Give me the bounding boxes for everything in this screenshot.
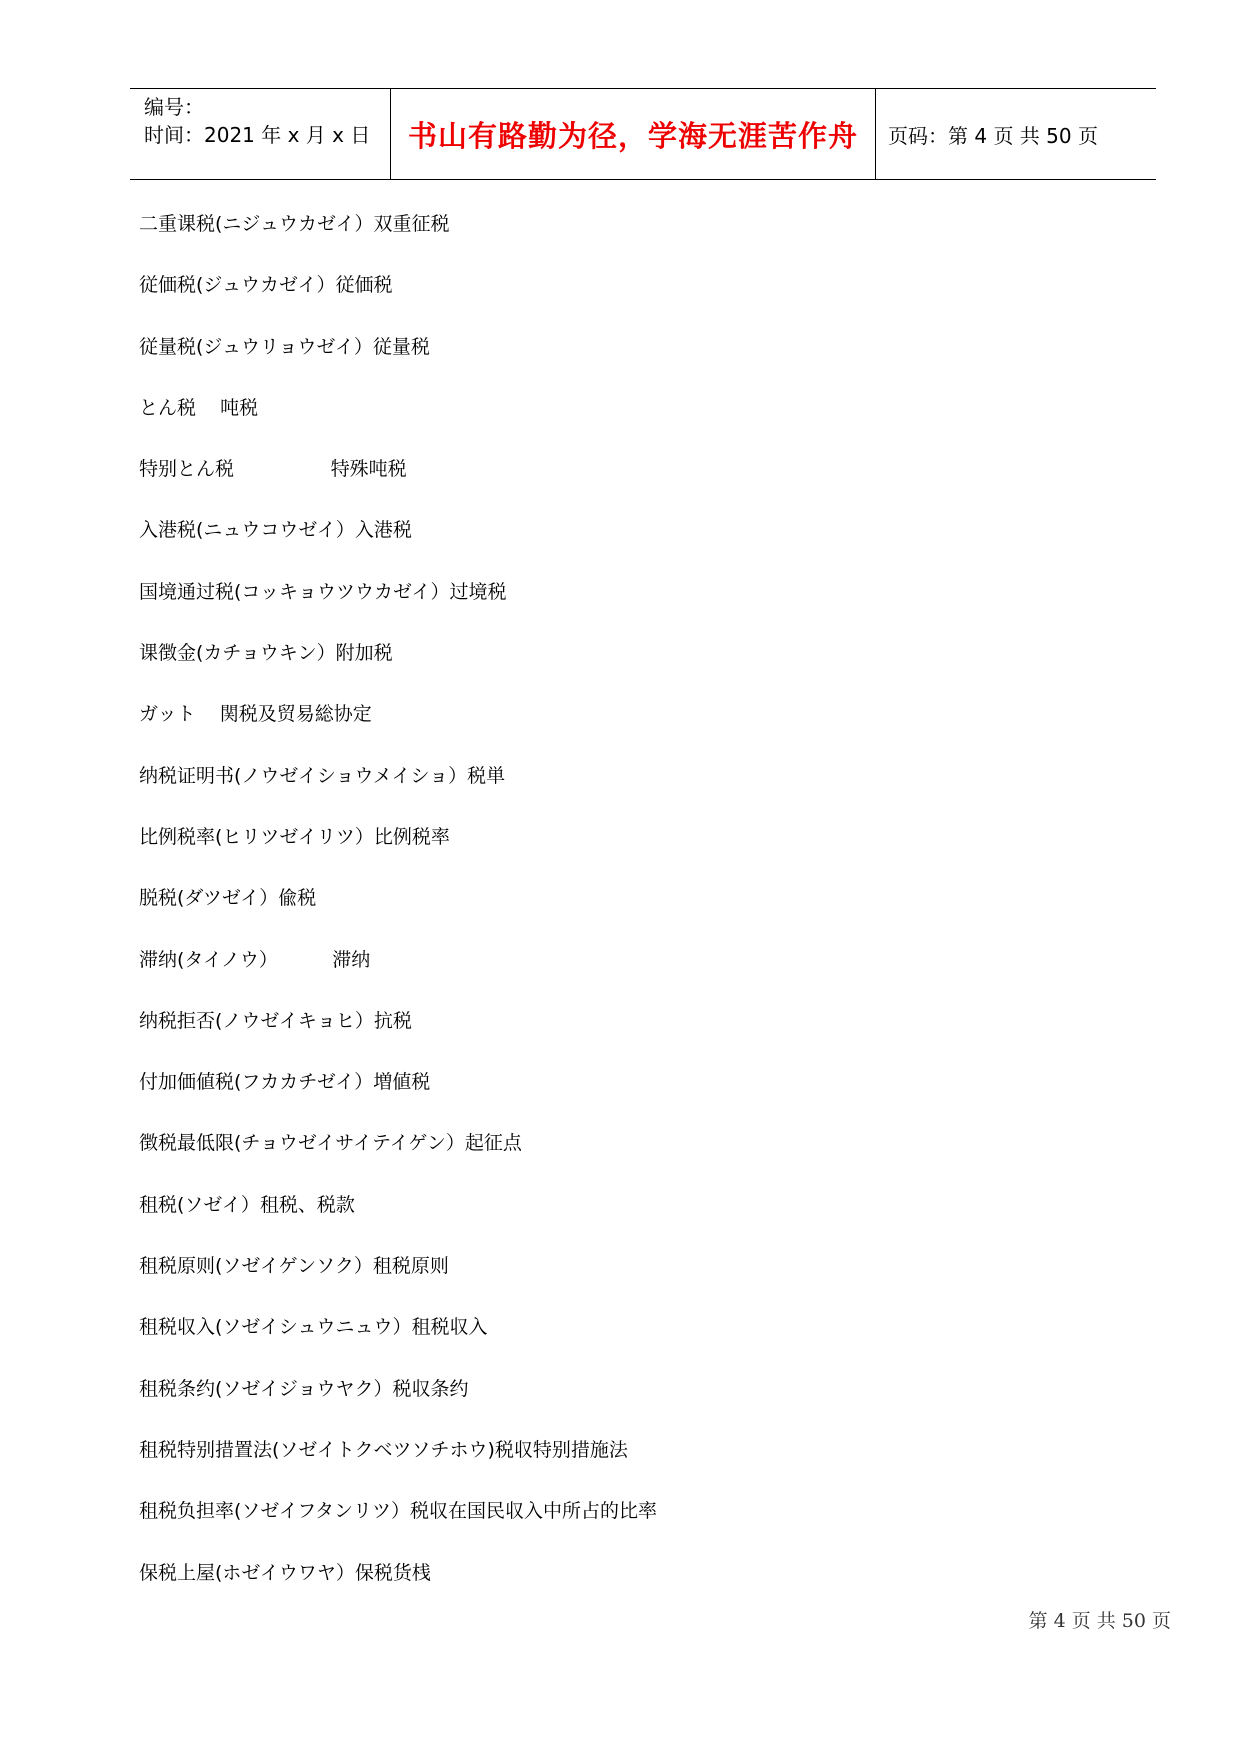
glossary-entry: 纳税拒否(ノウゼイキョヒ）抗税	[139, 1009, 412, 1032]
glossary-entry: 特别とん税 特殊吨税	[139, 458, 407, 481]
glossary-entry: 付加価値税(フカカチゼイ）増値税	[139, 1071, 431, 1094]
glossary-entry: 脱税(ダツゼイ）偸税	[139, 887, 317, 910]
glossary-entry: 二重课税(ニジュウカゼイ）双重征税	[139, 213, 450, 235]
glossary-entry: 保税上屋(ホゼイウワヤ）保税货桟	[139, 1561, 431, 1584]
glossary-entry: 课徴金(カチョウキン）附加税	[139, 642, 393, 665]
glossary-entry: 滞纳(タイノウ） 滞纳	[139, 948, 371, 971]
glossary-entry: 従量税(ジュウリョウゼイ）従量税	[139, 335, 430, 358]
glossary-entry: 国境通过税(コッキョウツウカゼイ）过境税	[139, 580, 507, 603]
glossary-list	[139, 210, 1139, 1620]
header-slogan: 书山有路勤为径，学海无涯苦作舟	[407, 119, 858, 153]
glossary-entry: 租税特别措置法(ソゼイトクベツソチホウ)税収特别措施法	[139, 1438, 628, 1461]
glossary-entry: 租税(ソゼイ）租税、税款	[139, 1193, 355, 1216]
number-label: 编号：	[144, 95, 204, 119]
header-page-code: 页码：第 4 页 共 50 页	[888, 124, 1098, 148]
glossary-entry: 租税収入(ソゼイシュウニュウ）租税収入	[139, 1316, 488, 1339]
page-header	[130, 88, 1156, 180]
glossary-entry: 纳税证明书(ノウゼイショウメイショ）税単	[139, 764, 506, 787]
glossary-entry: 入港税(ニュウコウゼイ）入港税	[139, 519, 412, 542]
header-meta	[144, 93, 384, 149]
glossary-entry: 租税原则(ソゼイゲンソク）租税原则	[139, 1255, 449, 1278]
glossary-entry: 租税条约(ソゼイジョウヤク）税収条约	[139, 1377, 469, 1400]
glossary-entry: ガット 関税及贸易総协定	[139, 703, 372, 726]
glossary-entry: 徴税最低限(チョウゼイサイテイゲン）起征点	[139, 1132, 522, 1155]
page-footer: 第 4 页 共 50 页	[1028, 1610, 1171, 1632]
glossary-entry: 従価税(ジュウカゼイ）従価税	[139, 274, 393, 297]
header-divider	[875, 89, 876, 180]
glossary-entry: とん税 吨税	[139, 396, 259, 419]
time-label: 时间：2021 年 x 月 x 日	[144, 123, 371, 147]
glossary-entry: 租税负担率(ソゼイフタンリツ）税収在国民収入中所占的比率	[139, 1500, 657, 1523]
glossary-entry: 比例税率(ヒリツゼイリツ）比例税率	[139, 825, 450, 848]
